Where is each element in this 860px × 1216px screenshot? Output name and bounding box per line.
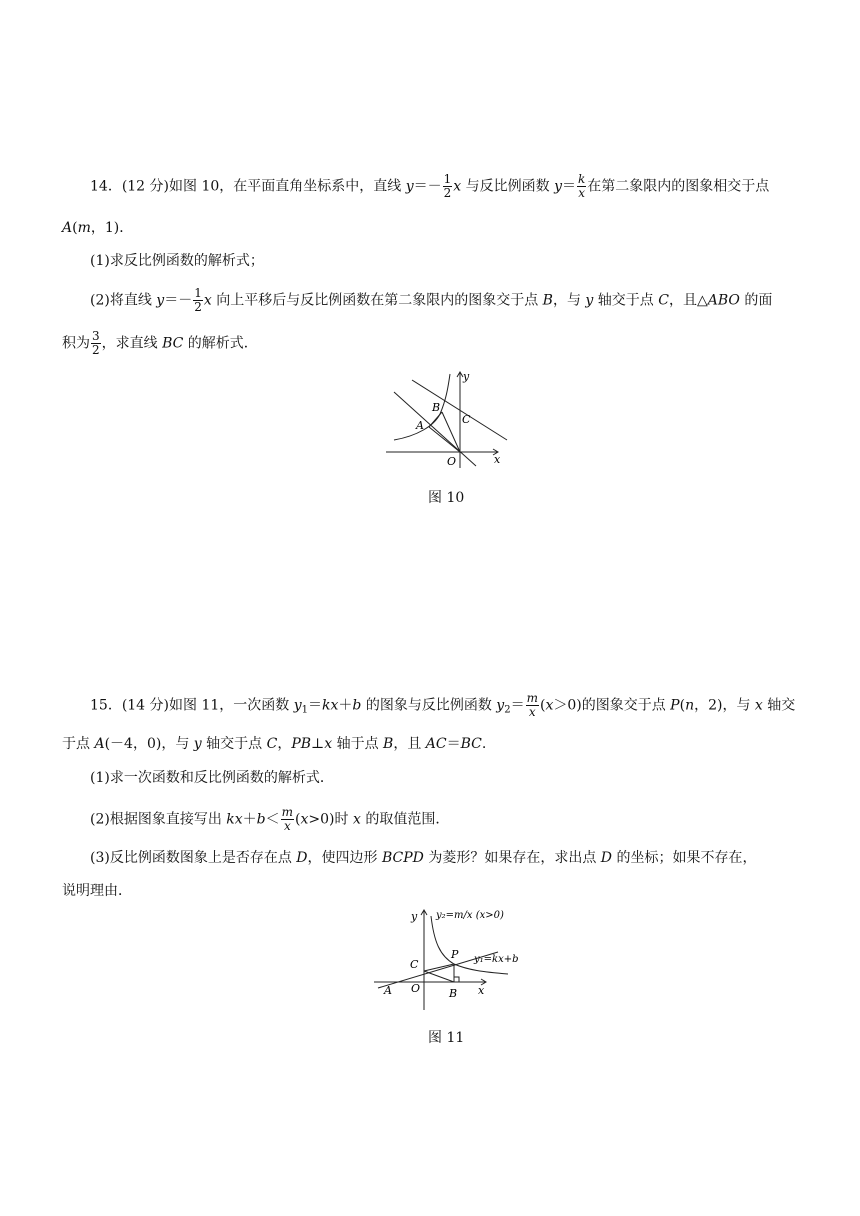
q14-part2-line1: (2)将直线 y＝－ $\frac{1}{2}$ x 向上平移后与反比例函数在第二象限内的图象交于点 B，与 y 轴交于点 C，且△ABO 的面 xyxy=(90,286,773,314)
label-x: x xyxy=(478,984,485,997)
q14-stem-line1: 14．(12 分)如图 10，在平面直角坐标系中，直线 y＝－ $\frac{1}{2}$ x 与反比例函数 y＝ $\frac{k}{x}$ 在第二象限内的图象相交于点 xyxy=(90,172,770,200)
figure-10 xyxy=(382,370,512,470)
q14-stem-line2: A(m，1)． xyxy=(62,220,134,236)
label-y: y xyxy=(411,910,418,923)
segment-cb xyxy=(424,971,454,982)
label-c: C xyxy=(410,958,419,971)
q14-part2-line2: 积为 $\frac{3}{2}$ ，求直线 BC 的解析式． xyxy=(62,329,258,357)
hyperbola-curve xyxy=(431,916,508,974)
label-o: O xyxy=(411,982,421,995)
label-c: C xyxy=(462,413,471,426)
right-angle-mark xyxy=(454,977,459,982)
label-a: A xyxy=(384,984,392,997)
q15-part2: (2)根据图象直接写出 kx＋b＜ $\frac{m}{x}$ (x>0)时 x 的取值范围． xyxy=(90,805,450,833)
q15-stem-line1: 15．(14 分)如图 11，一次函数 $y_1=kx+b$ 的图象与反比例函数 $y_2=$ $\frac{m}{x}$ (x＞0)的图象交于点 P(n，2)，与 x 轴交 xyxy=(90,691,796,719)
q15-part3-line2: 说明理由． xyxy=(62,883,132,899)
segment-bo xyxy=(442,412,460,452)
label-y: y xyxy=(463,370,470,383)
label-o: O xyxy=(447,455,457,468)
q14-part1: (1)求反比例函数的解析式； xyxy=(90,253,264,269)
label-b: B xyxy=(449,987,458,1000)
label-x: x xyxy=(494,453,501,466)
figure-11-caption: 图 11 xyxy=(428,1030,465,1046)
segment-ab xyxy=(429,412,442,427)
figure-11 xyxy=(368,906,538,1014)
q15-part1: (1)求一次函数和反比例函数的解析式． xyxy=(90,770,334,786)
label-y1: y₁=kx+b xyxy=(474,954,519,965)
label-a: A xyxy=(416,419,424,432)
label-y2: y₂=m/x (x>0) xyxy=(436,910,504,921)
label-p: P xyxy=(451,948,459,961)
q15-stem-line2: 于点 A(－4，0)，与 y 轴交于点 C，PB⊥x 轴于点 B，且 AC＝BC. xyxy=(62,736,487,752)
figure-10-caption: 图 10 xyxy=(428,490,465,506)
segment-ao xyxy=(429,427,460,452)
label-b: B xyxy=(432,401,441,414)
q15-part3-line1: (3)反比例函数图象上是否存在点 D，使四边形 BCPD 为菱形？如果存在，求出点 D 的坐标；如果不存在， xyxy=(90,850,757,866)
